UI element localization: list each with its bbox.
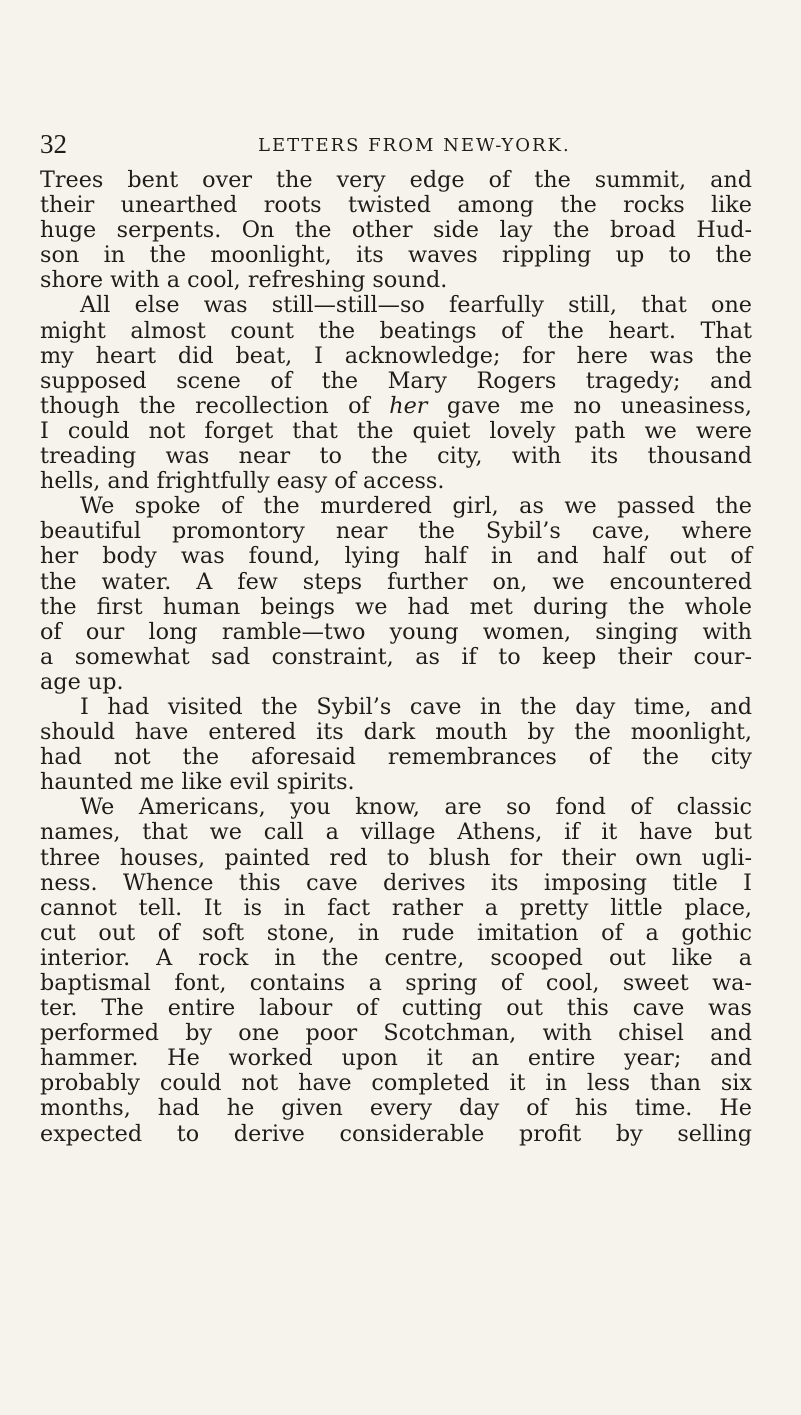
- text-line: expected to derive considerable profit by selling: [40, 1120, 752, 1147]
- text-line: haunted me like evil spirits.: [40, 769, 355, 796]
- text-line: All else was still—still—so fearfully still, that one: [80, 292, 752, 319]
- page-number: 32: [40, 129, 67, 159]
- text-line: three houses, painted red to blush for their own ugli-: [40, 844, 752, 871]
- text-line: interior. A rock in the centre, scooped out like a: [40, 944, 752, 971]
- text-line: months, had he given every day of his time. He: [40, 1095, 752, 1122]
- text-line: had not the aforesaid remembrances of the city: [40, 744, 752, 771]
- running-head: LETTERS FROM NEW-YORK.: [258, 135, 571, 156]
- text-line: their unearthed roots twisted among the rocks like: [40, 192, 752, 219]
- text-line: treading was near to the city, with its thousand: [40, 443, 752, 470]
- text-line: age up.: [40, 668, 124, 695]
- text-line: probably could not have completed it in less than six: [40, 1070, 752, 1097]
- text-line: We spoke of the murdered girl, as we passed the: [80, 493, 752, 520]
- text-line: her body was found, lying half in and half out of: [40, 543, 752, 570]
- text-line: We Americans, you know, are so fond of classic: [80, 794, 752, 821]
- text-line: of our long ramble—two young women, singing with: [40, 618, 752, 645]
- text-line: cannot tell. It is in fact rather a pretty little place,: [40, 894, 752, 921]
- text-line: ter. The entire labour of cutting out this cave was: [40, 995, 752, 1022]
- text-line: Trees bent over the very edge of the summit, and: [40, 167, 752, 193]
- text-line: performed by one poor Scotchman, with chisel and: [40, 1020, 752, 1047]
- text-line: might almost count the beatings of the heart. That: [40, 317, 752, 344]
- text-line: I had visited the Sybil’s cave in the day time, and: [80, 693, 752, 720]
- text-line: though the recollection of her gave me no uneasiness,: [40, 392, 752, 419]
- text-line: should have entered its dark mouth by the moonlight,: [40, 719, 752, 746]
- text-line: shore with a cool, refreshing sound.: [40, 267, 448, 294]
- text-line: the first human beings we had met during the whole: [40, 593, 752, 620]
- page-header: [40, 131, 750, 171]
- text-line: hells, and frightfully easy of access.: [40, 468, 445, 495]
- text-line: supposed scene of the Mary Rogers tragedy; and: [40, 367, 752, 394]
- text-line: son in the moonlight, its waves rippling up to the: [40, 242, 752, 269]
- text-line: beautiful promontory near the Sybil’s cave, where: [40, 518, 752, 545]
- text-line: ness. Whence this cave derives its imposing title I: [40, 869, 752, 896]
- text-line: names, that we call a village Athens, if it have but: [40, 819, 752, 846]
- text-line: cut out of soft stone, in rude imitation of a gothic: [40, 919, 752, 946]
- text-line: the water. A few steps further on, we encountered: [40, 568, 752, 595]
- text-line: my heart did beat, I acknowledge; for here was the: [40, 342, 752, 369]
- text-line: I could not forget that the quiet lovely path we were: [40, 417, 752, 444]
- text-line: huge serpents. On the other side lay the broad Hud-: [40, 217, 752, 244]
- text-line: a somewhat sad constraint, as if to keep their cour-: [40, 643, 752, 670]
- text-line: baptismal font, contains a spring of cool, sweet wa-: [40, 970, 752, 996]
- body-text: [40, 168, 752, 1147]
- text-line: hammer. He worked upon it an entire year; and: [40, 1045, 752, 1072]
